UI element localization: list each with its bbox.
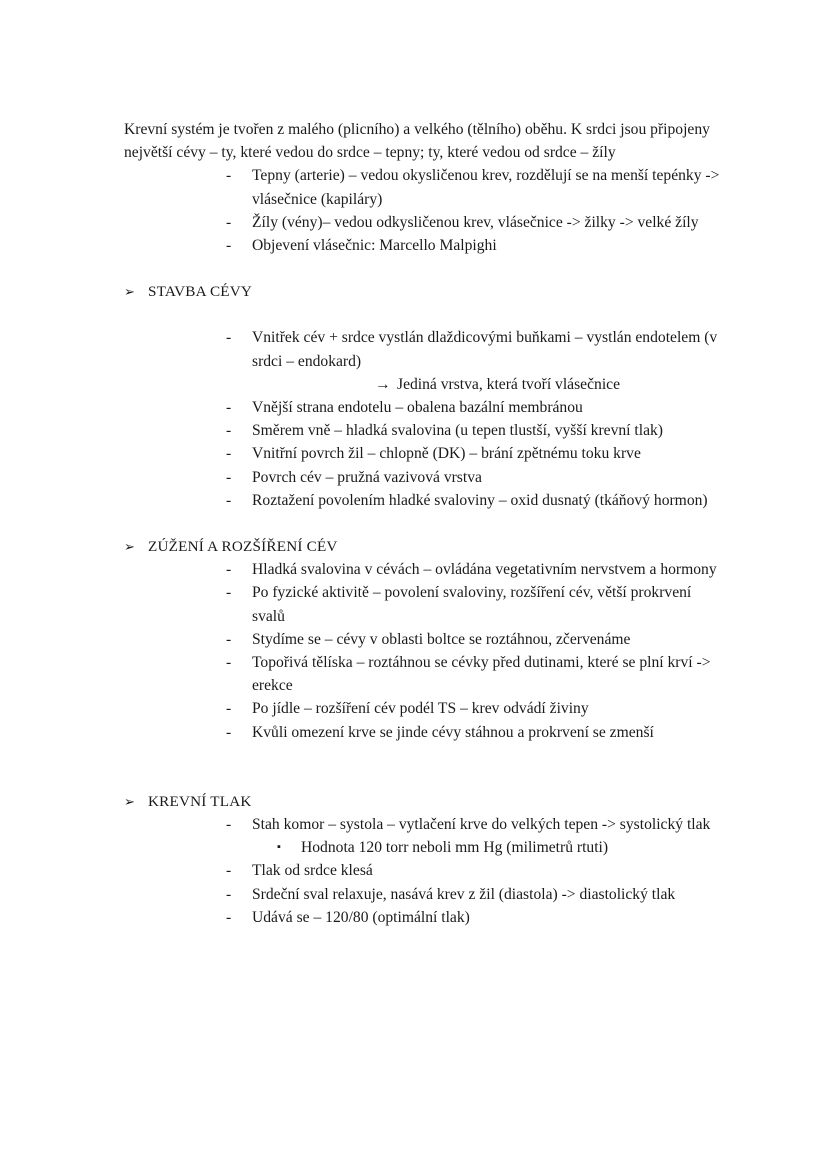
- list-item: - Objevení vlásečnic: Marcello Malpighi: [225, 234, 720, 257]
- section-title: ZÚŽENÍ A ROZŠÍŘENÍ CÉV: [148, 538, 338, 556]
- list-item: - Směrem vně – hladká svalovina (u tepen tlustší, vyšší krevní tlak): [225, 419, 720, 442]
- list-item: - Kvůli omezení krve se jinde cévy stáhnou a prokrvení se zmenší: [225, 721, 720, 744]
- intro-bullet-list: [225, 164, 720, 257]
- list-item: - Vnitřní povrch žil – chlopně (DK) – brání zpětnému toku krve: [225, 442, 720, 465]
- krevni-tlak-bullet-list: [225, 859, 720, 929]
- right-arrow-icon: →: [375, 375, 391, 393]
- spacer: [124, 744, 720, 790]
- spacer: [124, 257, 720, 280]
- list-item: - Vnější strana endotelu – obalena bazální membránou: [225, 396, 720, 419]
- list-item: - Stah komor – systola – vytlačení krve do velkých tepen -> systolický tlak: [225, 813, 720, 836]
- spacer: [124, 512, 720, 535]
- arrow-note-text: Jediná vrstva, která tvoří vlásečnice: [397, 375, 620, 393]
- list-item: - Tepny (arterie) – vedou okysličenou krev, rozdělují se na menší tepénky -> vlásečnice (kapiláry): [225, 164, 720, 210]
- section-heading-krevni-tlak: [124, 790, 720, 813]
- list-item: - Vnitřek cév + srdce vystlán dlaždicovými buňkami – vystlán endotelem (v srdci – endokard): [225, 326, 720, 372]
- stavba-cevy-first-bullet-list: [225, 326, 720, 372]
- krevni-tlak-first-bullet-list: [225, 813, 720, 836]
- intro-paragraph: Krevní systém je tvořen z malého (plicního) a velkého (tělního) oběhu. K srdci jsou připojeny největší cévy – ty, které vedou do srdce – tepny; ty, které vedou od srdce – žíly: [124, 121, 710, 162]
- stavba-cevy-arrow-note: [375, 373, 720, 396]
- list-item: - Srdeční sval relaxuje, nasává krev z žil (diastola) -> diastolický tlak: [225, 883, 720, 906]
- krevni-tlak-square-note: [277, 836, 720, 859]
- list-item: - Stydíme se – cévy v oblasti boltce se roztáhnou, zčervenáme: [225, 628, 720, 651]
- zuzeni-bullet-list: [225, 558, 720, 744]
- square-bullet-icon: ▪: [277, 841, 281, 854]
- list-item: - Tlak od srdce klesá: [225, 859, 720, 882]
- list-item: - Topořivá tělíska – roztáhnou se cévky před dutinami, které se plní krví -> erekce: [225, 651, 720, 697]
- list-item: - Povrch cév – pružná vazivová vrstva: [225, 466, 720, 489]
- section-heading-zuzeni-a-rozsireni-cev: [124, 535, 720, 558]
- list-item: - Žíly (vény)– vedou odkysličenou krev, vlásečnice -> žilky -> velké žíly: [225, 211, 720, 234]
- arrow-bullet-icon: ➢: [124, 284, 135, 300]
- section-heading-stavba-cevy: [124, 280, 720, 303]
- document-body: [124, 118, 720, 929]
- arrow-bullet-icon: ➢: [124, 793, 135, 809]
- square-note-text: Hodnota 120 torr neboli mm Hg (milimetrů rtuti): [301, 839, 609, 857]
- list-item: - Po fyzické aktivitě – povolení svaloviny, rozšíření cév, větší prokrvení svalů: [225, 581, 720, 627]
- list-item: - Udává se – 120/80 (optimální tlak): [225, 906, 720, 929]
- arrow-bullet-icon: ➢: [124, 539, 135, 555]
- section-title: KREVNÍ TLAK: [148, 792, 252, 810]
- section-title: STAVBA CÉVY: [148, 283, 253, 301]
- list-item: - Roztažení povolením hladké svaloviny – oxid dusnatý (tkáňový hormon): [225, 489, 720, 512]
- spacer: [124, 303, 720, 326]
- list-item: - Hladká svalovina v cévách – ovládána vegetativním nervstvem a hormony: [225, 558, 720, 581]
- list-item: - Po jídle – rozšíření cév podél TS – krev odvádí živiny: [225, 697, 720, 720]
- stavba-cevy-bullet-list: [225, 396, 720, 512]
